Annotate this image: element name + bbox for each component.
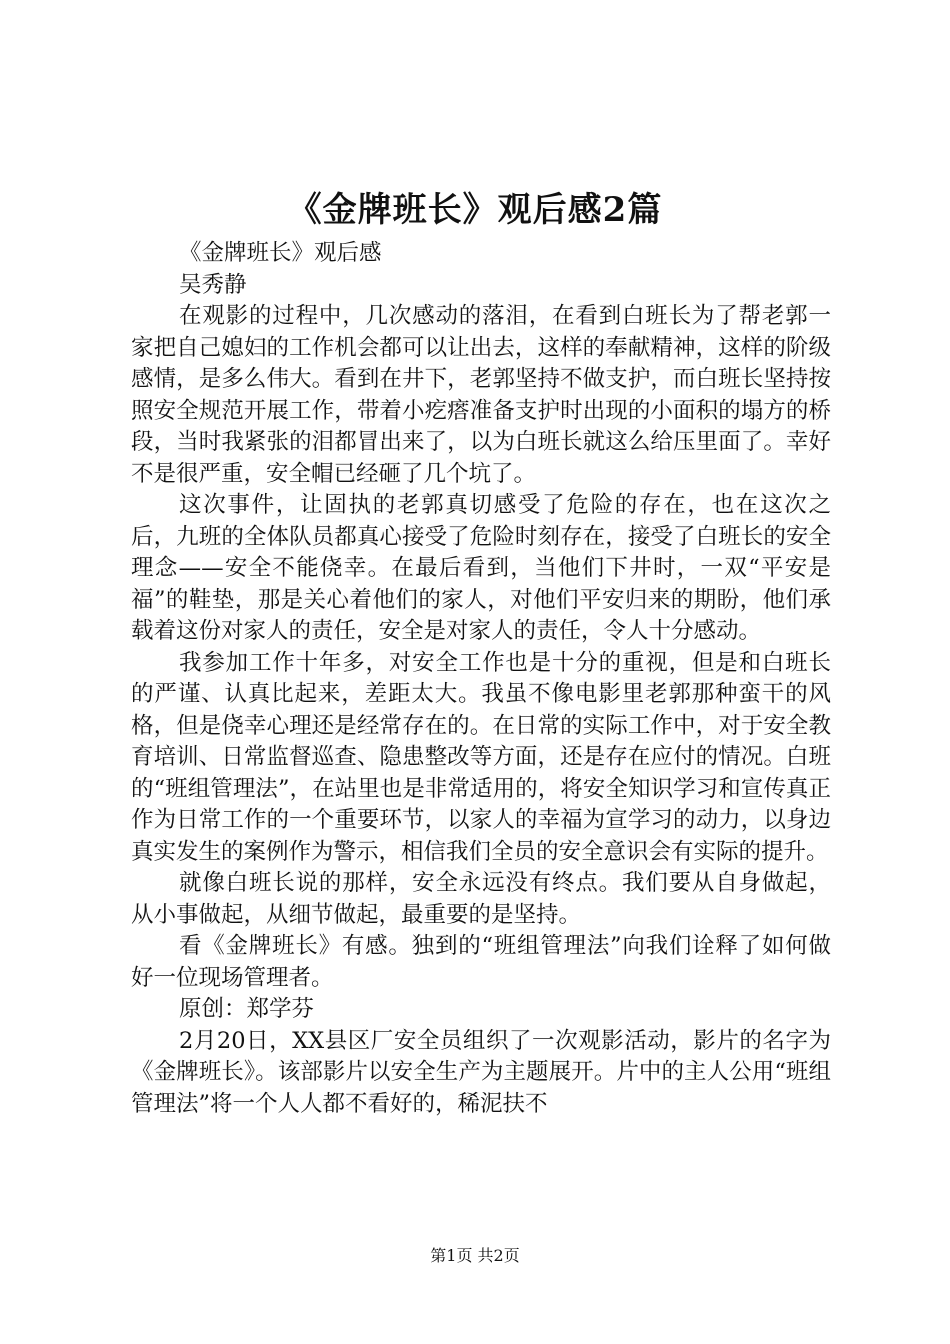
author: 吴秀静 (179, 271, 247, 298)
paragraph-6: 2月20日，XX县区厂安全员组织了一次观影活动，影片的名字为《金牌班长》。该部影片以安全生产为主题展开。片中的主人公用“班组管理法”将一个人人都不看好的，稀泥扶不 (131, 1027, 831, 1117)
document-title: 《金牌班长》观后感2篇 (287, 190, 663, 230)
subtitle: 《金牌班长》观后感 (179, 240, 382, 266)
paragraph-3: 我参加工作十年多，对安全工作也是十分的重视，但是和白班长的严谨、认真比起来，差距太大。我虽不像电影里老郭那种蛮干的风格，但是侥幸心理还是经常存在的。在日常的实际工作中，对于安全教育培训、日常监督巡查、隐患整改等方面，还是存在应付的情况。白班的“班组管理法”，在站里也是非常适用的，将安全知识学习和宣传真正作为日常工作的一个重要环节，以家人的幸福为宣学习的动力，以身边真实发生的案例作为警示，相信我们全员的安全意识会有实际的提升。 (131, 649, 831, 865)
page-number: 第1页 共2页 (430, 1246, 520, 1265)
document-body (131, 238, 831, 1120)
paragraph-4: 就像白班长说的那样，安全永远没有终点。我们要从自身做起，从小事做起，从细节做起，最重要的是坚持。 (131, 870, 831, 928)
paragraph-1: 在观影的过程中，几次感动的落泪，在看到白班长为了帮老郭一家把自己媳妇的工作机会都可以让出去，这样的奉献精神，这样的阶级感情，是多么伟大。看到在井下，老郭坚持不做支护，而白班长坚持按照安全规范开展工作，带着小疙瘩准备支护时出现的小面积的塌方的桥段，当时我紧张的泪都冒出来了，以为白班长就这么给压里面了。幸好不是很严重，安全帽已经砸了几个坑了。 (131, 303, 831, 487)
paragraph-2: 这次事件，让固执的老郭真切感受了危险的存在，也在这次之后，九班的全体队员都真心接受了危险时刻存在，接受了白班长的安全理念——安全不能侥幸。在最后看到，当他们下井时，一双“平安是福”的鞋垫，那是关心着他们的家人，对他们平安归来的期盼，他们承载着这份对家人的责任，安全是对家人的责任，令人十分感动。 (131, 492, 831, 644)
paragraph-5: 看《金牌班长》有感。独到的“班组管理法”向我们诠释了如何做好一位现场管理者。 (131, 933, 831, 991)
second-author: 原创：郑学芬 (179, 996, 315, 1022)
